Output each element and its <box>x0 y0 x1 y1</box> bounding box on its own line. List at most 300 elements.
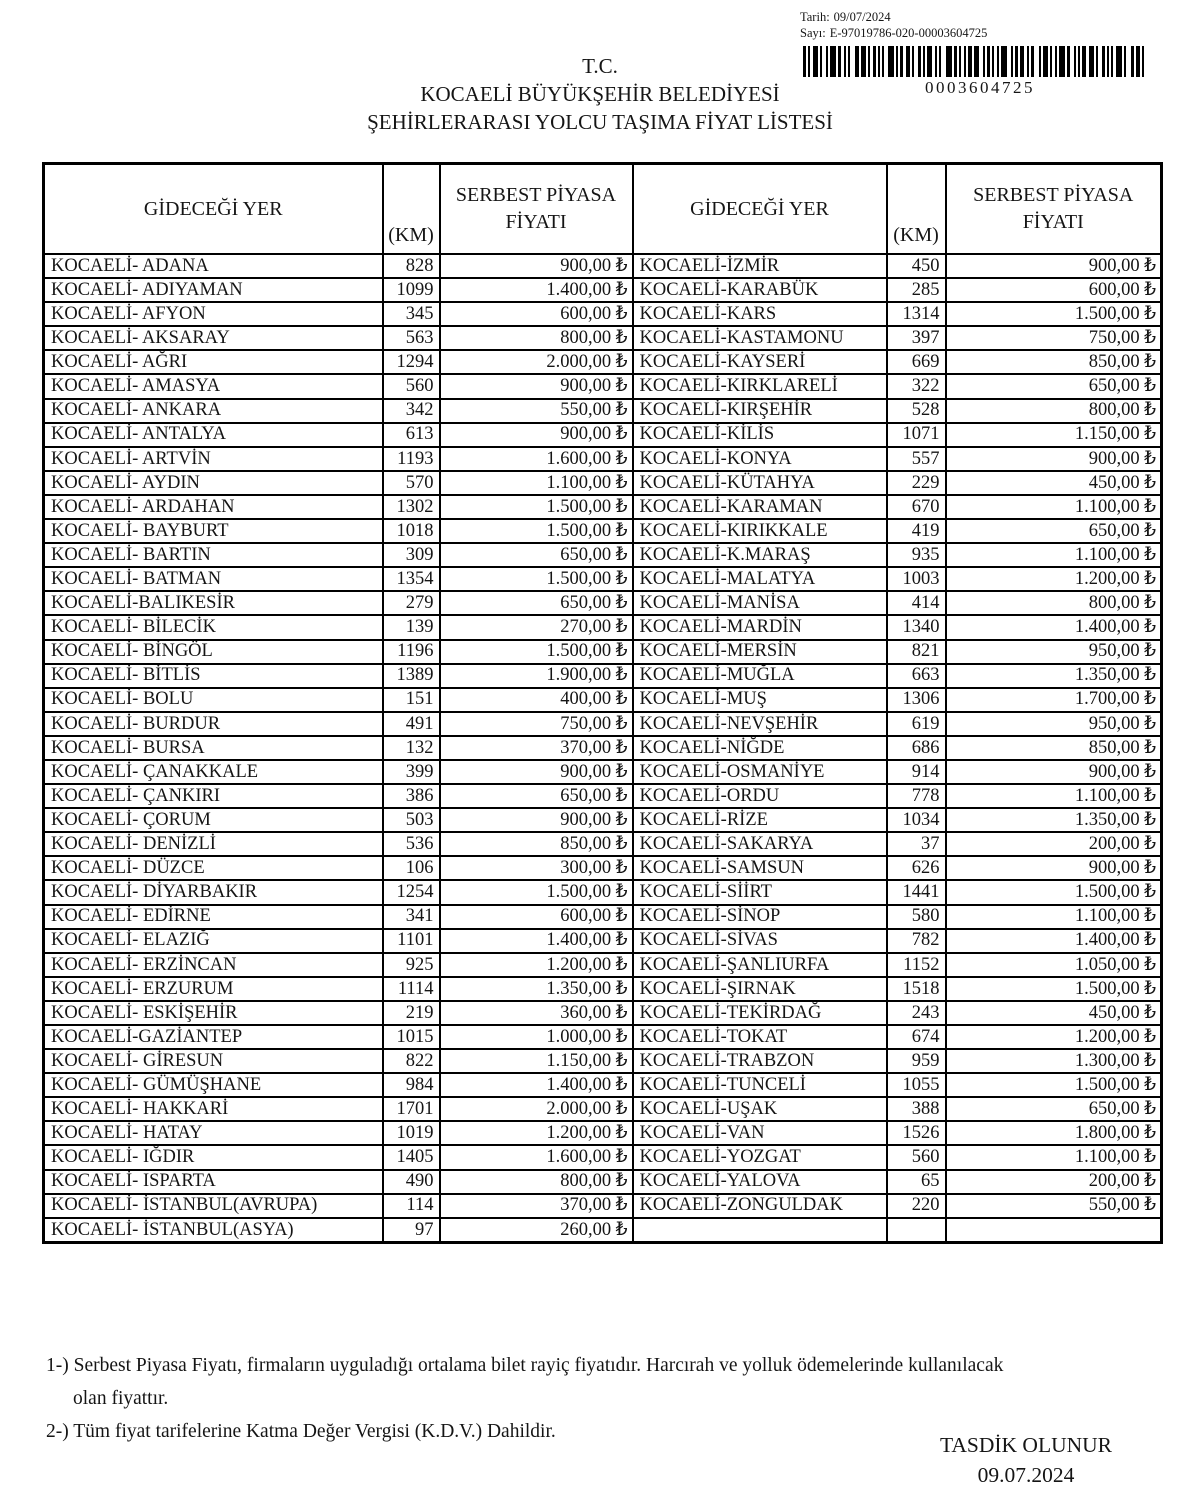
destination-cell: KOCAELİ- BURSA <box>44 736 383 760</box>
table-row <box>44 760 1162 784</box>
destination-cell: KOCAELİ-SİİRT <box>633 880 887 904</box>
table-row <box>44 977 1162 1001</box>
destination-cell: KOCAELİ- ADANA <box>44 254 383 278</box>
km-cell: 386 <box>383 784 440 808</box>
table-row <box>44 712 1162 736</box>
approval-date: 09.07.2024 <box>977 1463 1075 1487</box>
table-row <box>44 1073 1162 1097</box>
price-cell: 950,00 ₺ <box>946 712 1162 736</box>
destination-cell: KOCAELİ-TOKAT <box>633 1025 887 1049</box>
destination-cell: KOCAELİ-KİLİS <box>633 423 887 447</box>
destination-cell: KOCAELİ-YALOVA <box>633 1170 887 1194</box>
destination-cell: KOCAELİ-SAKARYA <box>633 832 887 856</box>
price-cell: 800,00 ₺ <box>440 1170 633 1194</box>
price-table-header <box>44 164 1162 255</box>
table-row <box>44 374 1162 398</box>
header-price-right: SERBEST PİYASA FİYATI <box>946 164 1162 255</box>
price-cell: 850,00 ₺ <box>946 350 1162 374</box>
destination-cell: KOCAELİ- İSTANBUL(ASYA) <box>44 1218 383 1243</box>
destination-cell: KOCAELİ-RİZE <box>633 808 887 832</box>
footnote-1: 1-) Serbest Piyasa Fiyatı, firmaların uyguladığı ortalama bilet rayiç fiyatıdır. Harcırah ve yolluk ödemelerinde kullanılacak olan fiyattır. <box>46 1355 1004 1409</box>
title-tc: T.C. <box>582 54 618 78</box>
destination-cell: KOCAELİ-TUNCELİ <box>633 1073 887 1097</box>
destination-cell: KOCAELİ- HAKKARİ <box>44 1097 383 1121</box>
table-row <box>44 1121 1162 1145</box>
table-row <box>44 856 1162 880</box>
destination-cell: KOCAELİ- BARTIN <box>44 543 383 567</box>
km-cell: 782 <box>887 929 946 953</box>
km-cell: 1101 <box>383 929 440 953</box>
price-cell: 900,00 ₺ <box>946 447 1162 471</box>
price-cell: 360,00 ₺ <box>440 1001 633 1025</box>
destination-cell: KOCAELİ- DİYARBAKIR <box>44 880 383 904</box>
destination-cell: KOCAELİ- AFYON <box>44 302 383 326</box>
destination-cell: KOCAELİ-NİĞDE <box>633 736 887 760</box>
destination-cell: KOCAELİ- GÜMÜŞHANE <box>44 1073 383 1097</box>
title-municipality: KOCAELİ BÜYÜKŞEHİR BELEDİYESİ <box>420 82 780 106</box>
table-row <box>44 953 1162 977</box>
km-cell: 399 <box>383 760 440 784</box>
table-row <box>44 1145 1162 1169</box>
destination-cell: KOCAELİ-ORDU <box>633 784 887 808</box>
destination-cell: KOCAELİ-ŞANLIURFA <box>633 953 887 977</box>
destination-cell: KOCAELİ-KAYSERİ <box>633 350 887 374</box>
price-cell: 300,00 ₺ <box>440 856 633 880</box>
km-cell <box>887 1218 946 1243</box>
destination-cell: KOCAELİ- AKSARAY <box>44 326 383 350</box>
table-row <box>44 302 1162 326</box>
destination-cell: KOCAELİ- DENİZLİ <box>44 832 383 856</box>
km-cell: 151 <box>383 688 440 712</box>
destination-cell: KOCAELİ- ÇORUM <box>44 808 383 832</box>
km-cell: 503 <box>383 808 440 832</box>
km-cell: 1152 <box>887 953 946 977</box>
km-cell: 528 <box>887 399 946 423</box>
km-cell: 1302 <box>383 495 440 519</box>
table-row <box>44 519 1162 543</box>
destination-cell: KOCAELİ- ANKARA <box>44 399 383 423</box>
destination-cell: KOCAELİ-KIRKLARELİ <box>633 374 887 398</box>
km-cell: 1099 <box>383 278 440 302</box>
km-cell: 1340 <box>887 615 946 639</box>
price-cell: 850,00 ₺ <box>946 736 1162 760</box>
table-row <box>44 1218 1162 1243</box>
date-value: 09/07/2024 <box>833 10 891 24</box>
km-cell: 663 <box>887 664 946 688</box>
km-cell: 828 <box>383 254 440 278</box>
price-cell: 1.800,00 ₺ <box>946 1121 1162 1145</box>
table-row <box>44 1049 1162 1073</box>
price-cell: 450,00 ₺ <box>946 1001 1162 1025</box>
km-cell: 309 <box>383 543 440 567</box>
price-cell: 450,00 ₺ <box>946 471 1162 495</box>
price-cell: 1.400,00 ₺ <box>946 615 1162 639</box>
destination-cell: KOCAELİ-VAN <box>633 1121 887 1145</box>
km-cell: 1441 <box>887 880 946 904</box>
price-cell: 900,00 ₺ <box>440 808 633 832</box>
destination-cell: KOCAELİ-UŞAK <box>633 1097 887 1121</box>
price-cell: 1.500,00 ₺ <box>440 567 633 591</box>
km-cell: 674 <box>887 1025 946 1049</box>
price-cell: 1.500,00 ₺ <box>946 1073 1162 1097</box>
km-cell: 1701 <box>383 1097 440 1121</box>
table-row <box>44 495 1162 519</box>
price-cell: 900,00 ₺ <box>946 856 1162 880</box>
destination-cell: KOCAELİ-MERSİN <box>633 640 887 664</box>
km-cell: 935 <box>887 543 946 567</box>
price-cell: 800,00 ₺ <box>946 399 1162 423</box>
destination-cell: KOCAELİ-İZMİR <box>633 254 887 278</box>
table-row <box>44 423 1162 447</box>
table-row <box>44 326 1162 350</box>
destination-cell: KOCAELİ- BATMAN <box>44 567 383 591</box>
km-cell: 1003 <box>887 567 946 591</box>
price-table <box>42 162 1163 1244</box>
footnotes <box>46 1349 1008 1448</box>
destination-cell: KOCAELİ- BİLECİK <box>44 615 383 639</box>
price-cell: 1.600,00 ₺ <box>440 447 633 471</box>
price-cell: 1.500,00 ₺ <box>440 495 633 519</box>
km-cell: 419 <box>887 519 946 543</box>
destination-cell: KOCAELİ- DÜZCE <box>44 856 383 880</box>
document-title-block <box>0 52 1200 136</box>
km-cell: 1019 <box>383 1121 440 1145</box>
destination-cell: KOCAELİ-MALATYA <box>633 567 887 591</box>
km-cell: 1294 <box>383 350 440 374</box>
km-cell: 106 <box>383 856 440 880</box>
km-cell: 397 <box>887 326 946 350</box>
price-cell: 1.200,00 ₺ <box>946 567 1162 591</box>
price-cell: 1.100,00 ₺ <box>946 784 1162 808</box>
price-cell: 1.100,00 ₺ <box>946 905 1162 929</box>
km-cell: 229 <box>887 471 946 495</box>
letterhead-meta <box>800 9 987 42</box>
destination-cell: KOCAELİ- BAYBURT <box>44 519 383 543</box>
km-cell: 114 <box>383 1194 440 1218</box>
price-cell: 1.400,00 ₺ <box>440 1073 633 1097</box>
price-cell: 900,00 ₺ <box>440 423 633 447</box>
destination-cell: KOCAELİ- ÇANKIRI <box>44 784 383 808</box>
km-cell: 491 <box>383 712 440 736</box>
km-cell: 1071 <box>887 423 946 447</box>
letterhead-date <box>800 9 987 25</box>
table-row <box>44 1025 1162 1049</box>
price-cell: 270,00 ₺ <box>440 615 633 639</box>
price-cell: 750,00 ₺ <box>946 326 1162 350</box>
price-cell: 650,00 ₺ <box>946 1097 1162 1121</box>
destination-cell: KOCAELİ- ISPARTA <box>44 1170 383 1194</box>
km-cell: 1018 <box>383 519 440 543</box>
destination-cell: KOCAELİ-GAZİANTEP <box>44 1025 383 1049</box>
price-cell: 370,00 ₺ <box>440 1194 633 1218</box>
table-row <box>44 688 1162 712</box>
table-row <box>44 905 1162 929</box>
price-cell: 2.000,00 ₺ <box>440 350 633 374</box>
number-value: E-97019786-020-00003604725 <box>829 26 988 41</box>
km-cell: 560 <box>383 374 440 398</box>
price-cell: 550,00 ₺ <box>440 399 633 423</box>
price-cell: 650,00 ₺ <box>946 374 1162 398</box>
km-cell: 1405 <box>383 1145 440 1169</box>
destination-cell: KOCAELİ- ARTVİN <box>44 447 383 471</box>
km-cell: 1034 <box>887 808 946 832</box>
price-cell: 900,00 ₺ <box>946 760 1162 784</box>
km-cell: 1196 <box>383 640 440 664</box>
km-cell: 388 <box>887 1097 946 1121</box>
header-row <box>44 164 1162 255</box>
km-cell: 822 <box>383 1049 440 1073</box>
destination-cell: KOCAELİ- ESKİŞEHİR <box>44 1001 383 1025</box>
km-cell: 345 <box>383 302 440 326</box>
km-cell: 570 <box>383 471 440 495</box>
destination-cell: KOCAELİ- AMASYA <box>44 374 383 398</box>
destination-cell: KOCAELİ-ZONGULDAK <box>633 1194 887 1218</box>
destination-cell: KOCAELİ- BİTLİS <box>44 664 383 688</box>
km-cell: 322 <box>887 374 946 398</box>
destination-cell: KOCAELİ- BOLU <box>44 688 383 712</box>
table-row <box>44 567 1162 591</box>
price-cell: 900,00 ₺ <box>440 760 633 784</box>
price-cell: 200,00 ₺ <box>946 832 1162 856</box>
destination-cell: KOCAELİ-KIRIKKALE <box>633 519 887 543</box>
km-cell: 279 <box>383 591 440 615</box>
destination-cell: KOCAELİ- ANTALYA <box>44 423 383 447</box>
price-cell: 1.200,00 ₺ <box>440 1121 633 1145</box>
price-cell: 1.300,00 ₺ <box>946 1049 1162 1073</box>
destination-cell: KOCAELİ- ARDAHAN <box>44 495 383 519</box>
price-cell: 1.400,00 ₺ <box>440 929 633 953</box>
table-row <box>44 399 1162 423</box>
destination-cell: KOCAELİ-KARAMAN <box>633 495 887 519</box>
price-cell: 650,00 ₺ <box>946 519 1162 543</box>
table-row <box>44 350 1162 374</box>
table-row <box>44 880 1162 904</box>
price-cell: 1.700,00 ₺ <box>946 688 1162 712</box>
km-cell: 914 <box>887 760 946 784</box>
approval-block <box>880 1430 1172 1490</box>
km-cell: 613 <box>383 423 440 447</box>
header-km-left: (KM) <box>383 164 440 255</box>
km-cell: 1306 <box>887 688 946 712</box>
km-cell: 580 <box>887 905 946 929</box>
destination-cell: KOCAELİ- HATAY <box>44 1121 383 1145</box>
table-row <box>44 615 1162 639</box>
km-cell: 560 <box>887 1145 946 1169</box>
price-cell: 1.200,00 ₺ <box>440 953 633 977</box>
table-row <box>44 254 1162 278</box>
km-cell: 626 <box>887 856 946 880</box>
price-cell: 850,00 ₺ <box>440 832 633 856</box>
price-cell: 1.500,00 ₺ <box>440 519 633 543</box>
table-row <box>44 471 1162 495</box>
price-cell: 650,00 ₺ <box>440 784 633 808</box>
km-cell: 669 <box>887 350 946 374</box>
km-cell: 821 <box>887 640 946 664</box>
km-cell: 450 <box>887 254 946 278</box>
table-row <box>44 1097 1162 1121</box>
price-cell: 1.350,00 ₺ <box>946 664 1162 688</box>
price-cell: 1.150,00 ₺ <box>440 1049 633 1073</box>
price-cell: 1.500,00 ₺ <box>946 302 1162 326</box>
km-cell: 139 <box>383 615 440 639</box>
price-cell: 260,00 ₺ <box>440 1218 633 1243</box>
destination-cell: KOCAELİ- ADIYAMAN <box>44 278 383 302</box>
km-cell: 619 <box>887 712 946 736</box>
destination-cell: KOCAELİ-MARDİN <box>633 615 887 639</box>
km-cell: 219 <box>383 1001 440 1025</box>
price-cell: 1.500,00 ₺ <box>440 880 633 904</box>
price-cell: 370,00 ₺ <box>440 736 633 760</box>
destination-cell: KOCAELİ-SİNOP <box>633 905 887 929</box>
table-row <box>44 736 1162 760</box>
price-cell: 1.200,00 ₺ <box>946 1025 1162 1049</box>
km-cell: 1518 <box>887 977 946 1001</box>
km-cell: 536 <box>383 832 440 856</box>
km-cell: 778 <box>887 784 946 808</box>
header-destination-left: GİDECEĞİ YER <box>44 164 383 255</box>
km-cell: 959 <box>887 1049 946 1073</box>
price-cell: 900,00 ₺ <box>946 254 1162 278</box>
destination-cell: KOCAELİ-MUĞLA <box>633 664 887 688</box>
date-label: Tarih: <box>800 10 830 24</box>
km-cell: 243 <box>887 1001 946 1025</box>
price-cell: 750,00 ₺ <box>440 712 633 736</box>
destination-cell: KOCAELİ-KÜTAHYA <box>633 471 887 495</box>
km-cell: 1193 <box>383 447 440 471</box>
km-cell: 686 <box>887 736 946 760</box>
price-cell: 1.500,00 ₺ <box>946 977 1162 1001</box>
price-cell: 550,00 ₺ <box>946 1194 1162 1218</box>
destination-cell: KOCAELİ-TEKİRDAĞ <box>633 1001 887 1025</box>
km-cell: 97 <box>383 1218 440 1243</box>
price-cell: 900,00 ₺ <box>440 254 633 278</box>
price-cell: 1.100,00 ₺ <box>440 471 633 495</box>
price-cell: 650,00 ₺ <box>440 591 633 615</box>
price-cell: 400,00 ₺ <box>440 688 633 712</box>
price-cell: 600,00 ₺ <box>946 278 1162 302</box>
destination-cell <box>633 1218 887 1243</box>
price-cell: 1.500,00 ₺ <box>946 880 1162 904</box>
price-cell: 1.400,00 ₺ <box>946 929 1162 953</box>
destination-cell: KOCAELİ- AĞRI <box>44 350 383 374</box>
table-row <box>44 929 1162 953</box>
letterhead-number <box>800 25 987 41</box>
table-row <box>44 664 1162 688</box>
header-km-right: (KM) <box>887 164 946 255</box>
destination-cell: KOCAELİ-KARABÜK <box>633 278 887 302</box>
price-cell: 1.000,00 ₺ <box>440 1025 633 1049</box>
destination-cell: KOCAELİ- ÇANAKKALE <box>44 760 383 784</box>
destination-cell: KOCAELİ- AYDIN <box>44 471 383 495</box>
price-cell: 1.350,00 ₺ <box>946 808 1162 832</box>
table-row <box>44 1170 1162 1194</box>
destination-cell: KOCAELİ-KASTAMONU <box>633 326 887 350</box>
km-cell: 37 <box>887 832 946 856</box>
table-row <box>44 808 1162 832</box>
price-cell: 800,00 ₺ <box>440 326 633 350</box>
destination-cell: KOCAELİ- İSTANBUL(AVRUPA) <box>44 1194 383 1218</box>
price-table-body <box>44 254 1162 1242</box>
destination-cell: KOCAELİ-KIRŞEHİR <box>633 399 887 423</box>
price-cell: 950,00 ₺ <box>946 640 1162 664</box>
destination-cell: KOCAELİ-MANİSA <box>633 591 887 615</box>
price-cell: 650,00 ₺ <box>440 543 633 567</box>
header-price-left: SERBEST PİYASA FİYATI <box>440 164 633 255</box>
table-row <box>44 447 1162 471</box>
table-row <box>44 832 1162 856</box>
km-cell: 1055 <box>887 1073 946 1097</box>
approval-statement: TASDİK OLUNUR <box>939 1433 1113 1457</box>
barcode-number: 0003604725 <box>925 78 1035 97</box>
destination-cell: KOCAELİ-K.MARAŞ <box>633 543 887 567</box>
km-cell: 341 <box>383 905 440 929</box>
page-title: ŞEHİRLERARASI YOLCU TAŞIMA FİYAT LİSTESİ <box>367 110 833 134</box>
km-cell: 1354 <box>383 567 440 591</box>
km-cell: 984 <box>383 1073 440 1097</box>
km-cell: 132 <box>383 736 440 760</box>
destination-cell: KOCAELİ-YOZGAT <box>633 1145 887 1169</box>
km-cell: 342 <box>383 399 440 423</box>
destination-cell: KOCAELİ-NEVŞEHİR <box>633 712 887 736</box>
km-cell: 670 <box>887 495 946 519</box>
price-cell: 1.350,00 ₺ <box>440 977 633 1001</box>
price-cell: 900,00 ₺ <box>440 374 633 398</box>
destination-cell: KOCAELİ- GİRESUN <box>44 1049 383 1073</box>
price-cell: 600,00 ₺ <box>440 302 633 326</box>
header-destination-right: GİDECEĞİ YER <box>633 164 887 255</box>
km-cell: 285 <box>887 278 946 302</box>
destination-cell: KOCAELİ-TRABZON <box>633 1049 887 1073</box>
price-cell: 1.100,00 ₺ <box>946 1145 1162 1169</box>
table-row <box>44 1194 1162 1218</box>
price-cell: 200,00 ₺ <box>946 1170 1162 1194</box>
destination-cell: KOCAELİ-OSMANİYE <box>633 760 887 784</box>
table-row <box>44 278 1162 302</box>
price-cell: 1.050,00 ₺ <box>946 953 1162 977</box>
km-cell: 557 <box>887 447 946 471</box>
km-cell: 1314 <box>887 302 946 326</box>
destination-cell: KOCAELİ-SAMSUN <box>633 856 887 880</box>
km-cell: 925 <box>383 953 440 977</box>
destination-cell: KOCAELİ- ERZİNCAN <box>44 953 383 977</box>
table-row <box>44 1001 1162 1025</box>
table-row <box>44 784 1162 808</box>
km-cell: 490 <box>383 1170 440 1194</box>
destination-cell: KOCAELİ-SİVAS <box>633 929 887 953</box>
km-cell: 1254 <box>383 880 440 904</box>
table-row <box>44 543 1162 567</box>
destination-cell: KOCAELİ- ERZURUM <box>44 977 383 1001</box>
price-cell: 1.500,00 ₺ <box>440 640 633 664</box>
price-cell: 1.100,00 ₺ <box>946 543 1162 567</box>
destination-cell: KOCAELİ-KONYA <box>633 447 887 471</box>
footnote-2: 2-) Tüm fiyat tarifelerine Katma Değer Vergisi (K.D.V.) Dahildir. <box>46 1421 556 1442</box>
table-row <box>44 591 1162 615</box>
km-cell: 1389 <box>383 664 440 688</box>
destination-cell: KOCAELİ-ŞIRNAK <box>633 977 887 1001</box>
price-cell: 800,00 ₺ <box>946 591 1162 615</box>
price-cell: 1.600,00 ₺ <box>440 1145 633 1169</box>
price-cell: 1.100,00 ₺ <box>946 495 1162 519</box>
price-cell: 1.150,00 ₺ <box>946 423 1162 447</box>
price-cell: 1.400,00 ₺ <box>440 278 633 302</box>
destination-cell: KOCAELİ-BALIKESİR <box>44 591 383 615</box>
km-cell: 414 <box>887 591 946 615</box>
table-row <box>44 640 1162 664</box>
destination-cell: KOCAELİ- BURDUR <box>44 712 383 736</box>
destination-cell: KOCAELİ- BİNGÖL <box>44 640 383 664</box>
km-cell: 1114 <box>383 977 440 1001</box>
